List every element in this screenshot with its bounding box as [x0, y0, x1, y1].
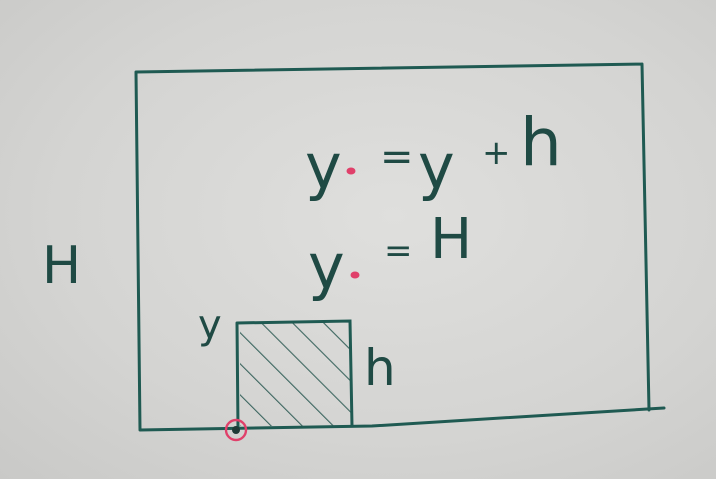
- eq1-subscript-dot: [347, 168, 356, 175]
- eq1-rhs-var: y: [418, 130, 455, 203]
- equation-2: [308, 207, 472, 303]
- eq2-subscript-dot: [351, 272, 360, 279]
- equation-1: [305, 104, 562, 203]
- eq1-rhs-term: h: [520, 104, 562, 181]
- eq2-rhs: H: [430, 207, 473, 272]
- eq2-lhs-var: y: [308, 230, 345, 303]
- eq1-plus: +: [482, 133, 511, 173]
- eq1-lhs-var: y: [305, 130, 342, 203]
- hatch-fill: [240, 322, 351, 426]
- origin-dot: [232, 426, 240, 434]
- eq2-equals: =: [384, 231, 413, 271]
- corner-y-label: y: [198, 302, 222, 348]
- outer-height-label: H: [42, 236, 82, 296]
- eq1-equals: =: [380, 134, 414, 180]
- inner-height-label: h: [364, 339, 396, 397]
